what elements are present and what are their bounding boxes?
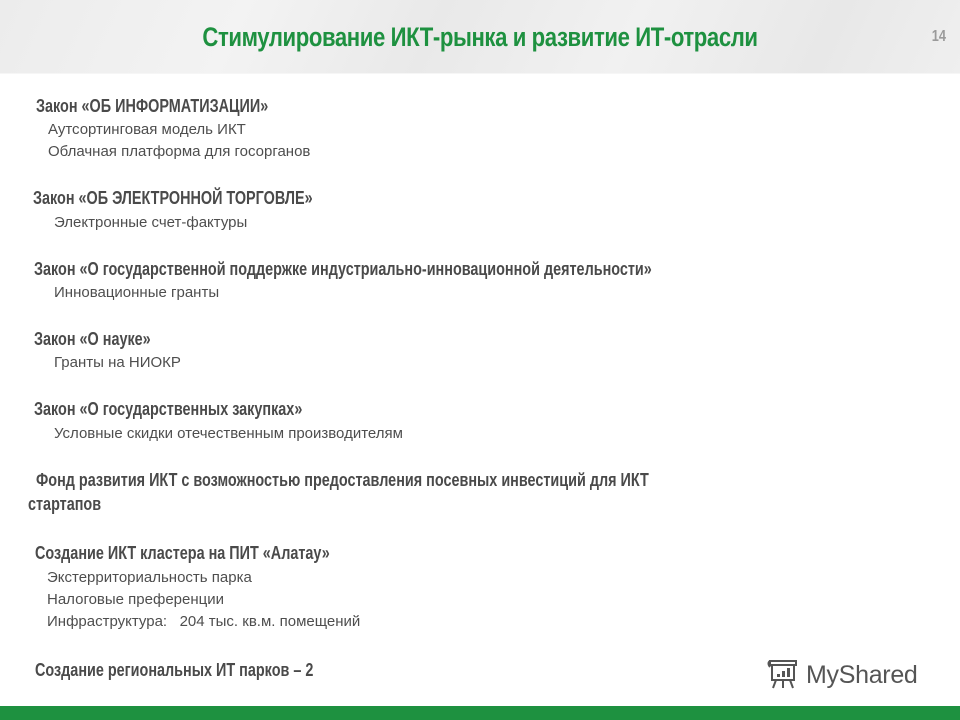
section-heading: Создание ИКТ кластера на ПИТ «Алатау» [35, 543, 330, 563]
myshared-watermark[interactable] [766, 656, 918, 695]
section-heading: Закон «ОБ ЭЛЕКТРОННОЙ ТОРГОВЛЕ» [33, 188, 313, 208]
presentation-board-icon [766, 656, 800, 695]
section-item: Экстерриториальность парка [47, 569, 252, 586]
section-heading: Закон «ОБ ИНФОРМАТИЗАЦИИ» [36, 96, 269, 116]
section-item: Облачная платформа для госорганов [48, 143, 311, 160]
section-heading: Закон «О государственной поддержке индустриально-инновационной деятельности» [34, 259, 652, 279]
section-item: Налоговые преференции [47, 591, 224, 608]
section-heading: Закон «О науке» [34, 329, 151, 349]
section-item: Инновационные гранты [54, 284, 220, 301]
section-heading: Фонд развития ИКТ с возможностью предоставления посевных инвестиций для ИКТ [36, 470, 649, 490]
section-heading-continued: стартапов [28, 494, 102, 514]
slide-header [0, 0, 960, 74]
slide-title: Стимулирование ИКТ-рынка и развитие ИТ-отрасли [202, 22, 758, 52]
section-heading: Закон «О государственных закупках» [34, 399, 303, 419]
section-item: Гранты на НИОКР [54, 354, 181, 371]
section-heading: Создание региональных ИТ парков – 2 [35, 660, 314, 680]
watermark-label: MyShared [806, 661, 918, 689]
section-item: Аутсортинговая модель ИКТ [48, 121, 246, 138]
page-number: 14 [931, 28, 947, 45]
section-item: Инфраструктура: 204 тыс. кв.м. помещений [47, 613, 361, 630]
section-item: Условные скидки отечественным производителям [54, 425, 403, 442]
footer-bar [0, 706, 960, 720]
section-item: Электронные счет-фактуры [54, 214, 248, 231]
